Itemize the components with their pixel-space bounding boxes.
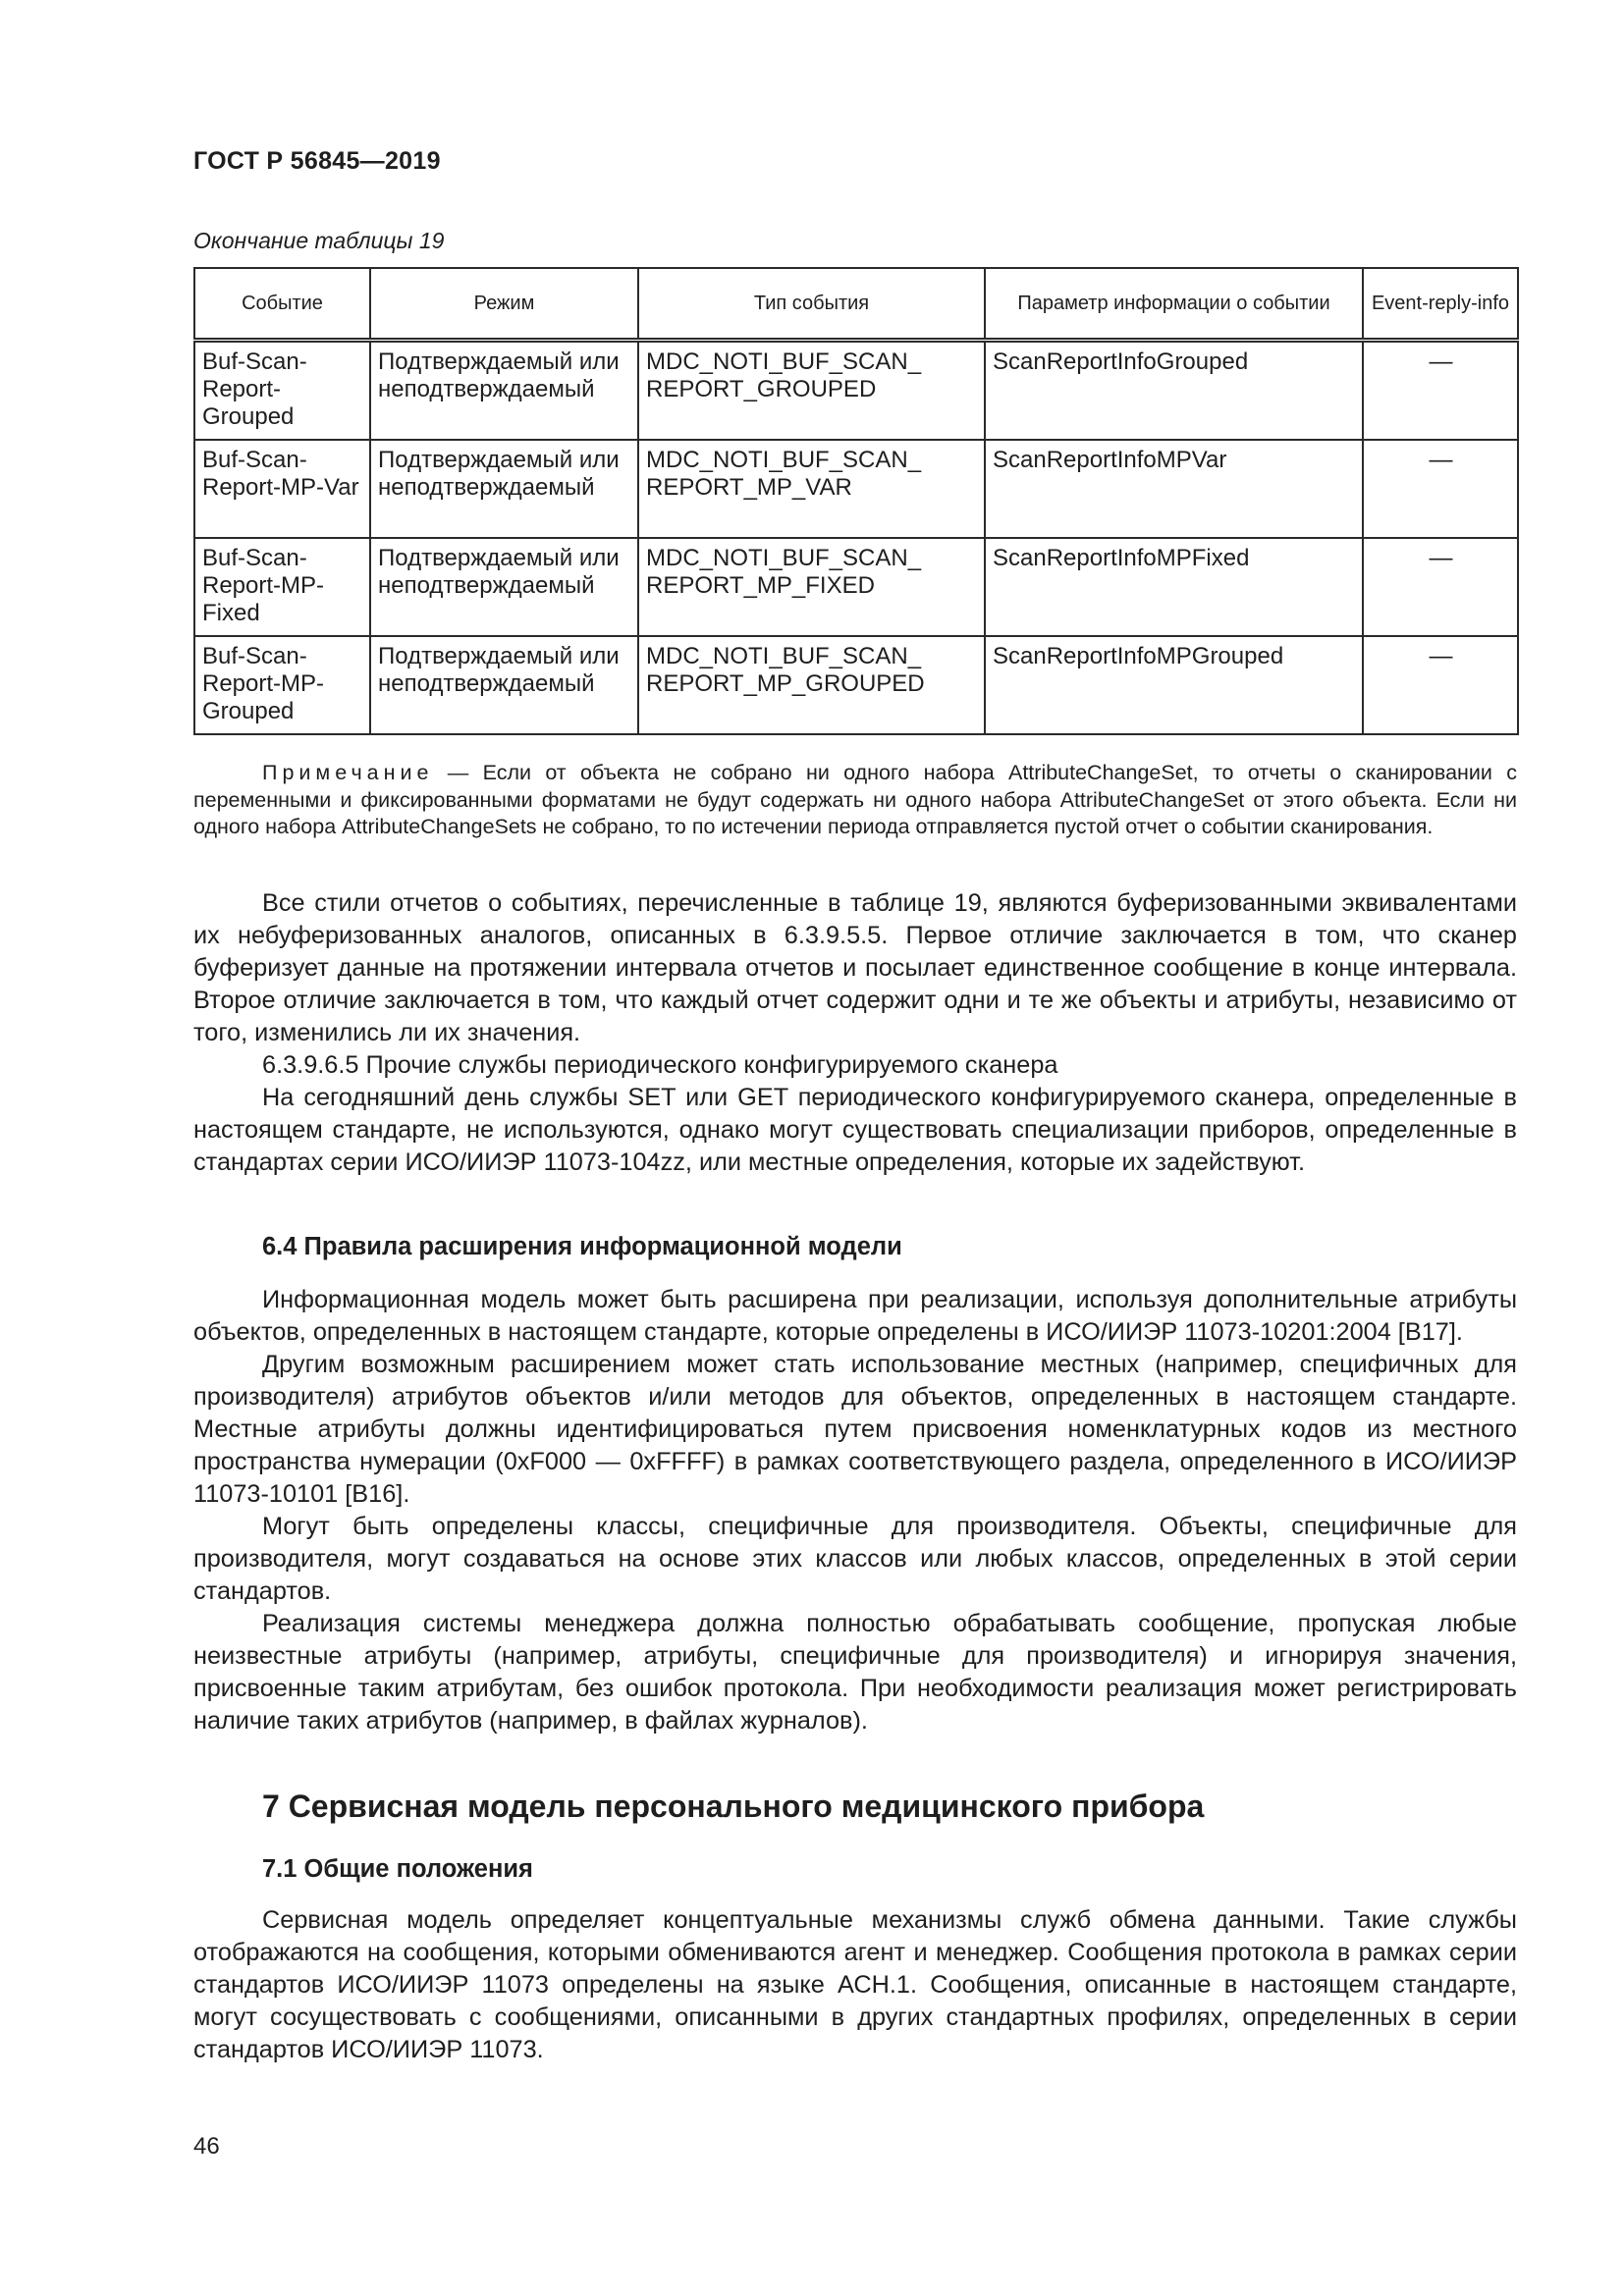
cell-mode: Подтверждаемый или неподтверждаемый bbox=[370, 636, 638, 734]
paragraph: На сегодняшний день службы SET или GET периодического конфигурируемого сканера, определенные в настоящем стандарте, не используются, однако могут существовать специализации приборов, определенные в стандартах серии ИСО/ИИЭР 11073-104zz, или местные определения, которые их задействуют. bbox=[193, 1084, 1517, 1176]
note-text: — Если от объекта не собрано ни одного набора AttributeChangeSet, то отчеты о сканировании с переменными и фиксированными форматами не будут содержать ни одного набора AttributeChangeSet от этого объекта. Если ни одного набора AttributeChangeSets не собрано, то по истечении периода отправляется пустой отчет о событии сканирования. bbox=[193, 761, 1517, 838]
section-heading-7: 7 Сервисная модель персонального медицинского прибора bbox=[262, 1789, 1205, 1824]
table-caption: Окончание таблицы 19 bbox=[193, 228, 445, 253]
table-row bbox=[194, 440, 1518, 538]
table-row bbox=[194, 538, 1518, 636]
cell-reply-info: — bbox=[1363, 636, 1518, 734]
section-6-3-text bbox=[193, 887, 1517, 1179]
column-header-event-type: Тип события bbox=[638, 268, 985, 341]
cell-mode: Подтверждаемый или неподтверждаемый bbox=[370, 538, 638, 636]
section-heading-6-4: 6.4 Правила расширения информационной модели bbox=[262, 1233, 902, 1260]
cell-event: Buf-Scan-Report-Grouped bbox=[194, 341, 370, 441]
paragraph: Все стили отчетов о событиях, перечисленные в таблице 19, являются буферизованными эквивалентами их небуферизованных аналогов, описанных в 6.3.9.5.5. Первое отличие заключается в том, что сканер буферизует данные на протяжении интервала отчетов и посылает единственное сообщение в конце интервала. Второе отличие заключается в том, что каждый отчет содержит одни и те же объекты и атрибуты, независимо от того, изменились ли их значения. bbox=[193, 889, 1517, 1046]
table-row bbox=[194, 341, 1518, 441]
section-7-1-text bbox=[193, 1904, 1517, 2066]
column-header-event-info: Параметр информации о событии bbox=[985, 268, 1363, 341]
cell-reply-info: — bbox=[1363, 538, 1518, 636]
cell-event-info: ScanReportInfoMPVar bbox=[985, 440, 1363, 538]
cell-event: Buf-Scan-Report-MP-Grouped bbox=[194, 636, 370, 734]
cell-event-info: ScanReportInfoMPGrouped bbox=[985, 636, 1363, 734]
cell-reply-info: — bbox=[1363, 440, 1518, 538]
page-number: 46 bbox=[193, 2133, 220, 2160]
table-row bbox=[194, 636, 1518, 734]
cell-mode: Подтверждаемый или неподтверждаемый bbox=[370, 341, 638, 441]
section-heading-7-1: 7.1 Общие положения bbox=[262, 1855, 533, 1883]
cell-event: Buf-Scan-Report-MP-Fixed bbox=[194, 538, 370, 636]
cell-event-type: MDC_NOTI_BUF_SCAN_ REPORT_MP_FIXED bbox=[638, 538, 985, 636]
cell-mode: Подтверждаемый или неподтверждаемый bbox=[370, 440, 638, 538]
paragraph: Реализация системы менеджера должна полностью обрабатывать сообщение, пропуская любые неизвестные атрибуты (например, атрибуты, специфичные для производителя) и игнорируя значения, присвоенные таким атрибутам, без ошибок протокола. При необходимости реализация может регистрировать наличие таких атрибутов (например, в файлах журналов). bbox=[193, 1610, 1517, 1735]
table-header-row bbox=[194, 268, 1518, 341]
section-6-4-text bbox=[193, 1284, 1517, 1737]
column-header-event: Событие bbox=[194, 268, 370, 341]
column-header-reply-info: Event-reply-info bbox=[1363, 268, 1518, 341]
cell-event: Buf-Scan-Report-MP-Var bbox=[194, 440, 370, 538]
note-label: Примечание bbox=[262, 761, 434, 784]
cell-event-info: ScanReportInfoGrouped bbox=[985, 341, 1363, 441]
event-table bbox=[193, 267, 1519, 735]
paragraph: Другим возможным расширением может стать использование местных (например, специфичных для производителя) атрибутов объектов и/или методов для объектов, определенных в настоящем стандарте. Местные атрибуты должны идентифицироваться путем присвоения номенклатурных кодов из местного пространства нумерации (0xF000 — 0xFFFF) в рамках соответствующего раздела, определенного в ИСО/ИИЭР 11073-10101 [B16]. bbox=[193, 1351, 1517, 1508]
subsection-heading-6-3-9-6-5: 6.3.9.6.5 Прочие службы периодического конфигурируемого сканера bbox=[262, 1051, 1058, 1079]
document-header: ГОСТ Р 56845—2019 bbox=[193, 147, 441, 175]
column-header-mode: Режим bbox=[370, 268, 638, 341]
cell-reply-info: — bbox=[1363, 341, 1518, 441]
table-note bbox=[193, 760, 1517, 841]
cell-event-type: MDC_NOTI_BUF_SCAN_ REPORT_MP_VAR bbox=[638, 440, 985, 538]
cell-event-type: MDC_NOTI_BUF_SCAN_ REPORT_GROUPED bbox=[638, 341, 985, 441]
cell-event-info: ScanReportInfoMPFixed bbox=[985, 538, 1363, 636]
cell-event-type: MDC_NOTI_BUF_SCAN_ REPORT_MP_GROUPED bbox=[638, 636, 985, 734]
paragraph: Могут быть определены классы, специфичные для производителя. Объекты, специфичные для производителя, могут создаваться на основе этих классов или любых классов, определенных в этой серии стандартов. bbox=[193, 1513, 1517, 1605]
paragraph: Сервисная модель определяет концептуальные механизмы служб обмена данными. Такие службы отображаются на сообщения, которыми обмениваются агент и менеджер. Сообщения протокола в рамках серии стандартов ИСО/ИИЭР 11073 определены на языке АСН.1. Сообщения, описанные в настоящем стандарте, могут сосуществовать с сообщениями, описанными в других стандартных профилях, определенных в серии стандартов ИСО/ИИЭР 11073. bbox=[193, 1906, 1517, 2063]
paragraph: Информационная модель может быть расширена при реализации, используя дополнительные атрибуты объектов, определенных в настоящем стандарте, которые определены в ИСО/ИИЭР 11073-10201:2004 [B17]. bbox=[193, 1286, 1517, 1346]
